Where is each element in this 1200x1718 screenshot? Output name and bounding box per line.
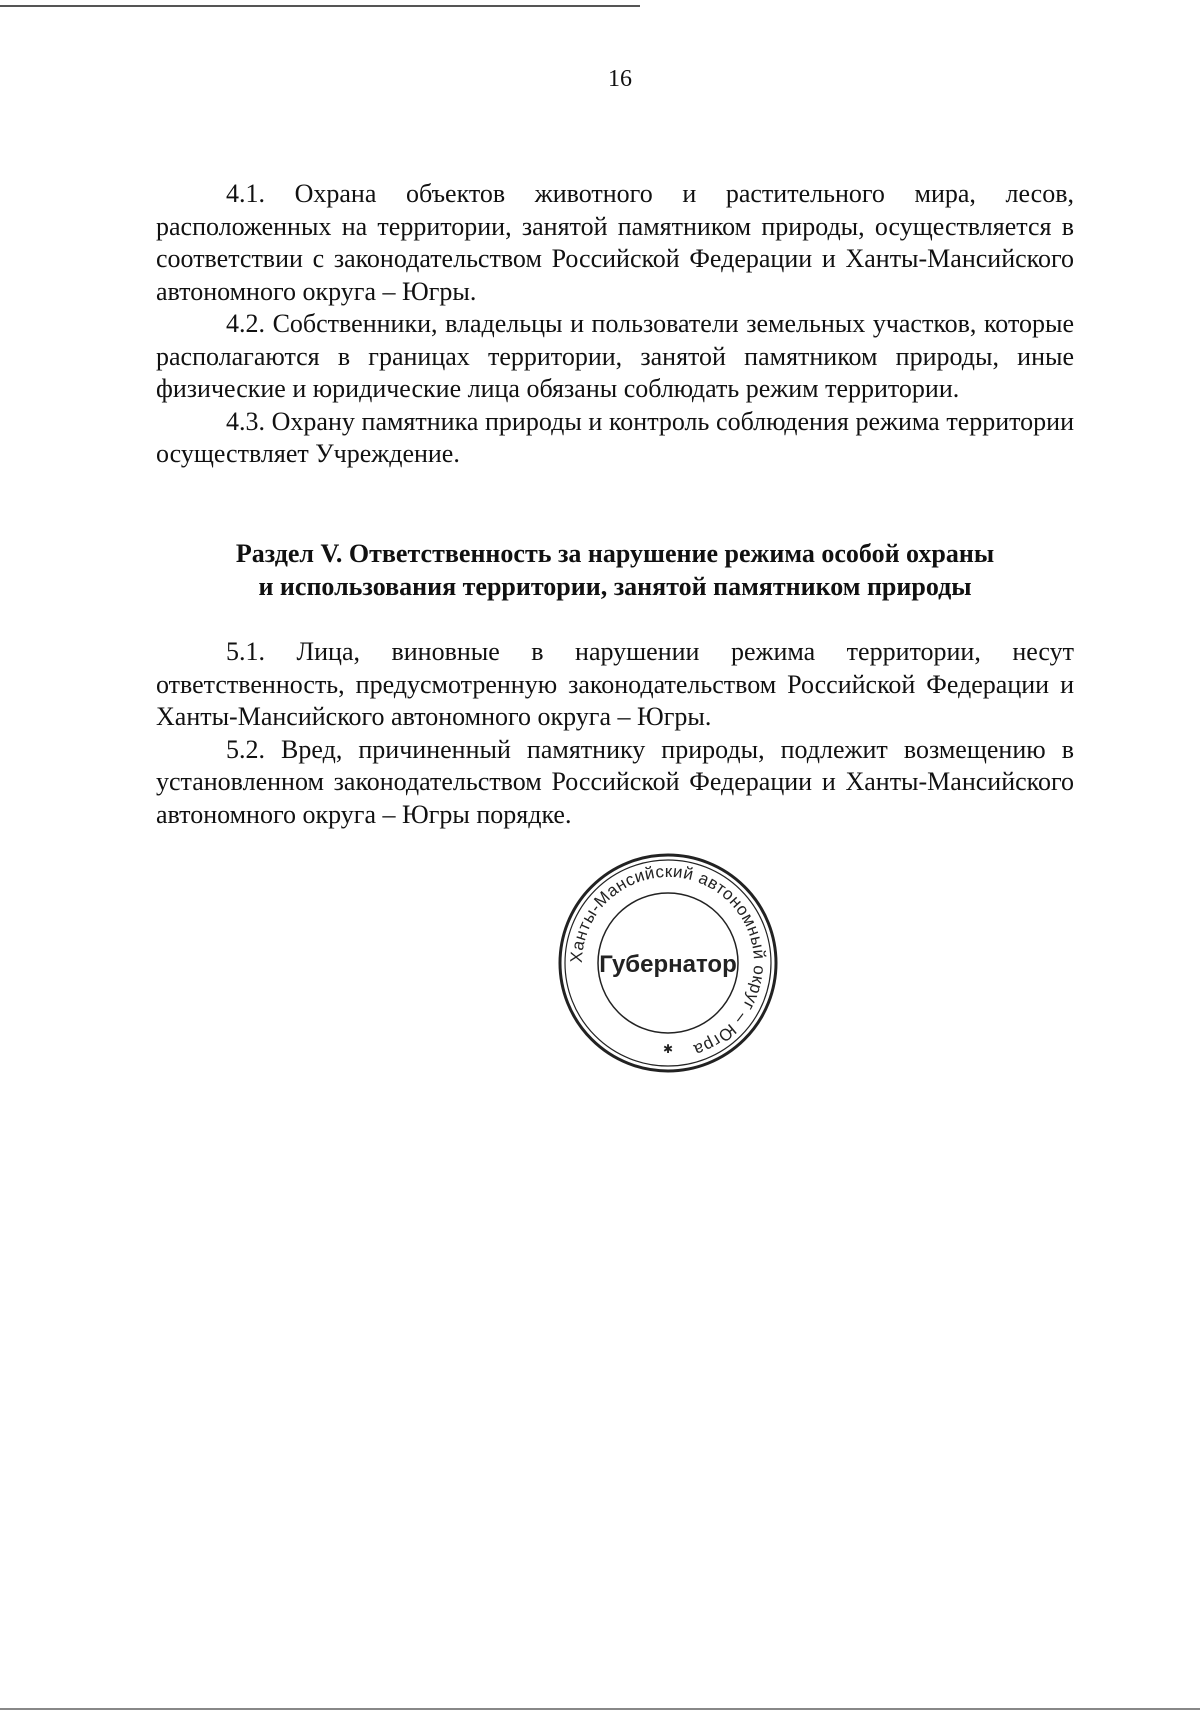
- section-5-heading-line-1: Раздел V. Ответственность за нарушение режима особой охраны: [235, 539, 995, 568]
- section-5-heading-line-2: и использования территории, занятой памятником природы: [258, 571, 972, 601]
- scan-edge-top: [0, 5, 640, 7]
- page-number: 16: [608, 66, 632, 92]
- paragraph-5-2: 5.2. Вред, причиненный памятнику природы, подлежит возмещению в установленном законодательством Российской Федерации и Ханты-Мансийского автономного округа – Югры порядке.: [156, 734, 1074, 829]
- paragraph-5-1: 5.1. Лица, виновные в нарушении режима территории, несут ответственность, предусмотренную законодательством Российской Федерации и Ханты-Мансийского автономного округа – Югры.: [156, 637, 1074, 731]
- governor-seal-stamp: [553, 848, 783, 1078]
- scan-edge-bottom: [0, 1708, 1200, 1710]
- paragraph-4-2: 4.2. Собственники, владельцы и пользователи земельных участков, которые располагаются в границах территории, занятой памятником природы, иные физические и юридические лица обязаны соблюдать режим территории.: [156, 309, 1074, 403]
- star-icon: ✱: [662, 1042, 674, 1056]
- section-5-body: [156, 636, 1074, 831]
- section-5-heading: [156, 538, 1074, 603]
- paragraph-4-1: 4.1. Охрана объектов животного и растительного мира, лесов, расположенных на территории, занятой памятником природы, осуществляется в соответствии с законодательством Российской Федерации и Ханты-Мансийского автономного округа – Югры.: [156, 179, 1074, 306]
- stamp-center-text: Губернатор: [599, 951, 737, 978]
- stamp-ring-text: Ханты-Мансийский автономный округ – Югра: [566, 861, 770, 1060]
- section-4-body: [156, 178, 1074, 471]
- paragraph-4-3: 4.3. Охрану памятника природы и контроль соблюдения режима территории осуществляет Учреждение.: [156, 406, 1074, 468]
